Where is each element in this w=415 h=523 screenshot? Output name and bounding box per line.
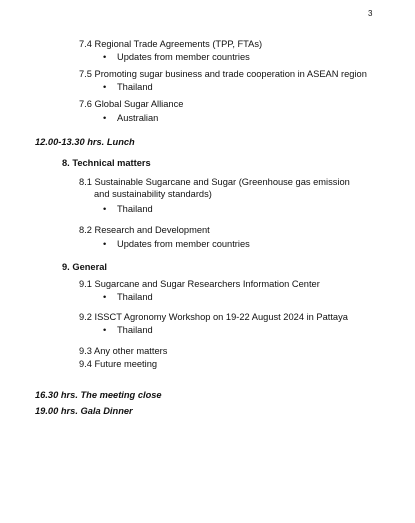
bullet-text: Thailand (117, 82, 153, 92)
agenda-item-7-5: 7.5 Promoting sugar business and trade cooperation in ASEAN region (79, 69, 367, 79)
bullet-text: Thailand (117, 325, 153, 335)
bullet-icon: • (103, 204, 107, 214)
agenda-item-9-1: 9.1 Sugarcane and Sugar Researchers Information Center (79, 279, 320, 289)
section-9-heading: 9. General (62, 262, 107, 272)
bullet-text: Australian (117, 113, 159, 123)
bullet-icon: • (103, 325, 107, 335)
bullet-icon: • (103, 292, 107, 302)
agenda-item-9-4: 9.4 Future meeting (79, 359, 158, 369)
agenda-item-9-3: 9.3 Any other matters (79, 346, 168, 356)
agenda-item-7-6: 7.6 Global Sugar Alliance (79, 99, 184, 109)
agenda-item-8-2: 8.2 Research and Development (79, 225, 210, 235)
agenda-item-8-1-cont: and sustainability standards) (94, 189, 212, 199)
agenda-item-7-4: 7.4 Regional Trade Agreements (TPP, FTAs) (79, 39, 263, 49)
gala-dinner-time: 19.00 hrs. Gala Dinner (35, 406, 133, 416)
bullet-text: Updates from member countries (117, 52, 250, 62)
bullet-text: Thailand (117, 292, 153, 302)
agenda-item-9-2: 9.2 ISSCT Agronomy Workshop on 19-22 August 2024 in Pattaya (79, 312, 348, 322)
bullet-icon: • (103, 113, 107, 123)
section-8-heading: 8. Technical matters (62, 158, 151, 168)
bullet-text: Thailand (117, 204, 153, 214)
meeting-close-time: 16.30 hrs. The meeting close (35, 390, 162, 400)
lunch-time: 12.00-13.30 hrs. Lunch (35, 137, 135, 147)
bullet-icon: • (103, 82, 107, 92)
agenda-item-8-1: 8.1 Sustainable Sugarcane and Sugar (Greenhouse gas emission (79, 177, 350, 187)
bullet-icon: • (103, 52, 107, 62)
bullet-icon: • (103, 239, 107, 249)
page-number: 3 (368, 9, 373, 18)
bullet-text: Updates from member countries (117, 239, 250, 249)
